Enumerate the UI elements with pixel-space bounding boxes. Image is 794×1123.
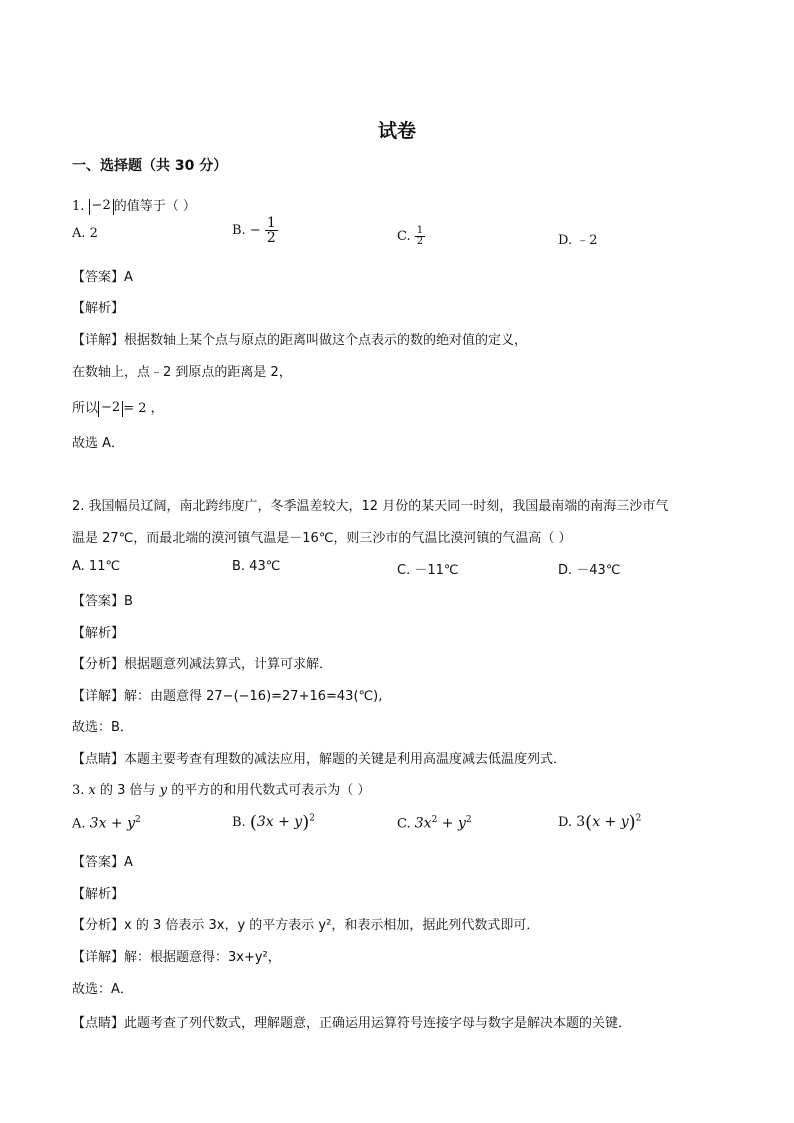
q1-option-b-label: B. <box>232 223 246 238</box>
q3-option-d: D. $3(x + y)^2$ <box>558 812 642 833</box>
q3-option-c-expr2: + y <box>437 815 466 832</box>
q2-option-d: D. －43℃ <box>558 563 621 578</box>
q2-stem-line2: 温是 27℃，而最北端的漠河镇气温是－16℃，则三沙市的气温比漠河镇的气温高（ ） <box>72 531 572 546</box>
q1-abs-expression: −2 <box>89 199 114 215</box>
q2-analysis: 【解析】 <box>72 626 125 641</box>
q1-option-c-numerator: 1 <box>416 225 424 236</box>
q3-var-y: y <box>159 783 168 798</box>
q3-stem-text: 的平方的和用代数式可表示为（ ） <box>167 783 371 798</box>
q3-var-x: x <box>88 783 96 798</box>
q3-option-c-label: C. <box>397 816 411 832</box>
q3-option-d-expr: x + y <box>592 814 629 830</box>
q3-option-a <box>72 815 141 831</box>
q1-detail-line3 <box>72 397 164 417</box>
q1-option-d: D. ﹣2 <box>558 233 598 248</box>
q3-option-a-label: A. <box>72 816 86 832</box>
q3-dianjing: 【点睛】此题考查了列代数式，理解题意，正确运用运算符号连接字母与数字是解决本题的关键． <box>72 1016 632 1031</box>
q1-line3-suffix: = 2 ， <box>123 401 164 416</box>
q3-choose: 故选：A． <box>72 982 133 997</box>
q3-stem-mid: 的 3 倍与 <box>95 783 160 798</box>
q3-option-a-exponent: 2 <box>135 815 141 825</box>
q3-option-d-coef: 3 <box>576 814 586 830</box>
q3-number: 3. <box>72 783 89 798</box>
q2-answer: 【答案】B <box>72 594 133 609</box>
q3-analysis: 【解析】 <box>72 887 125 902</box>
q3-answer: 【答案】A <box>72 855 133 870</box>
q1-option-b-denominator: 2 <box>266 230 276 246</box>
q1-stem-text: 的值等于（ ） <box>113 199 196 214</box>
q1-stem <box>72 195 196 215</box>
q2-option-b: B. 43℃ <box>232 559 281 574</box>
q2-option-c: C. －11℃ <box>397 563 459 578</box>
q1-option-c-label: C. <box>397 229 411 244</box>
q2-stem-line1: 2. 我国幅员辽阔，南北跨纬度广，冬季温差较大，12 月份的某天同一时刻，我国最南端的南海三沙市气 <box>72 499 669 514</box>
q1-option-b-numerator: 1 <box>266 215 276 231</box>
q3-option-c <box>397 815 472 831</box>
q2-fenxi: 【分析】根据题意列减法算式，计算可求解． <box>72 657 333 672</box>
section-heading: 一、选择题（共 30 分） <box>72 158 228 174</box>
q3-fenxi: 【分析】x 的 3 倍表示 3x，y 的平方表示 y²，和表示相加，据此列代数式即可． <box>72 918 540 933</box>
q1-option-c <box>397 226 425 247</box>
q3-option-c-exponent1: 2 <box>431 815 438 825</box>
q3-option-b-label: B. <box>232 815 246 830</box>
page-title: 试卷 <box>377 120 416 142</box>
q1-detail: 【详解】根据数轴上某个点与原点的距离叫做这个点表示的数的绝对值的定义， <box>72 333 528 348</box>
q3-option-d-exponent: 2 <box>635 813 642 824</box>
q1-option-a: A. 2 <box>72 226 98 241</box>
q1-option-b <box>232 216 278 245</box>
q3-option-c-exponent2: 2 <box>465 815 472 825</box>
q3-option-b-exponent: 2 <box>309 813 315 824</box>
q1-answer: 【答案】A <box>72 270 133 285</box>
q1-option-c-fraction <box>415 226 425 247</box>
q3-option-b-expr: 3x + y <box>256 814 303 830</box>
q1-line3-prefix: 所以 <box>72 401 99 416</box>
q1-option-c-denominator: 2 <box>416 236 424 247</box>
q1-number: 1. <box>72 199 85 214</box>
q2-dianjing: 【点睛】本题主要考查有理数的减法应用，解题的关键是利用高温度减去低温度列式． <box>72 752 567 767</box>
q1-line3-abs: −2 <box>98 401 123 417</box>
q1-choose: 故选 A． <box>72 436 125 451</box>
q2-detail: 【详解】解：由题意得 27−(−16)=27+16=43(℃), <box>72 689 383 704</box>
q2-choose: 故选：B． <box>72 720 133 735</box>
q2-option-a: A. 11℃ <box>72 559 121 574</box>
q3-option-d-label: D. <box>558 815 573 830</box>
q3-option-a-expr: 3x + y <box>89 815 136 832</box>
q3-stem <box>72 779 370 798</box>
q3-option-c-expr: 3x <box>414 815 432 832</box>
q3-option-b: B. $(3x + y)^2$ <box>232 812 315 833</box>
q1-detail-line2: 在数轴上，点﹣2 到原点的距离是 2， <box>72 365 292 380</box>
q1-option-b-fraction <box>265 216 278 245</box>
q3-detail: 【详解】解：根据题意得：3x+y²， <box>72 950 281 965</box>
q1-analysis: 【解析】 <box>72 301 125 316</box>
q1-option-b-sign: − <box>249 223 261 238</box>
